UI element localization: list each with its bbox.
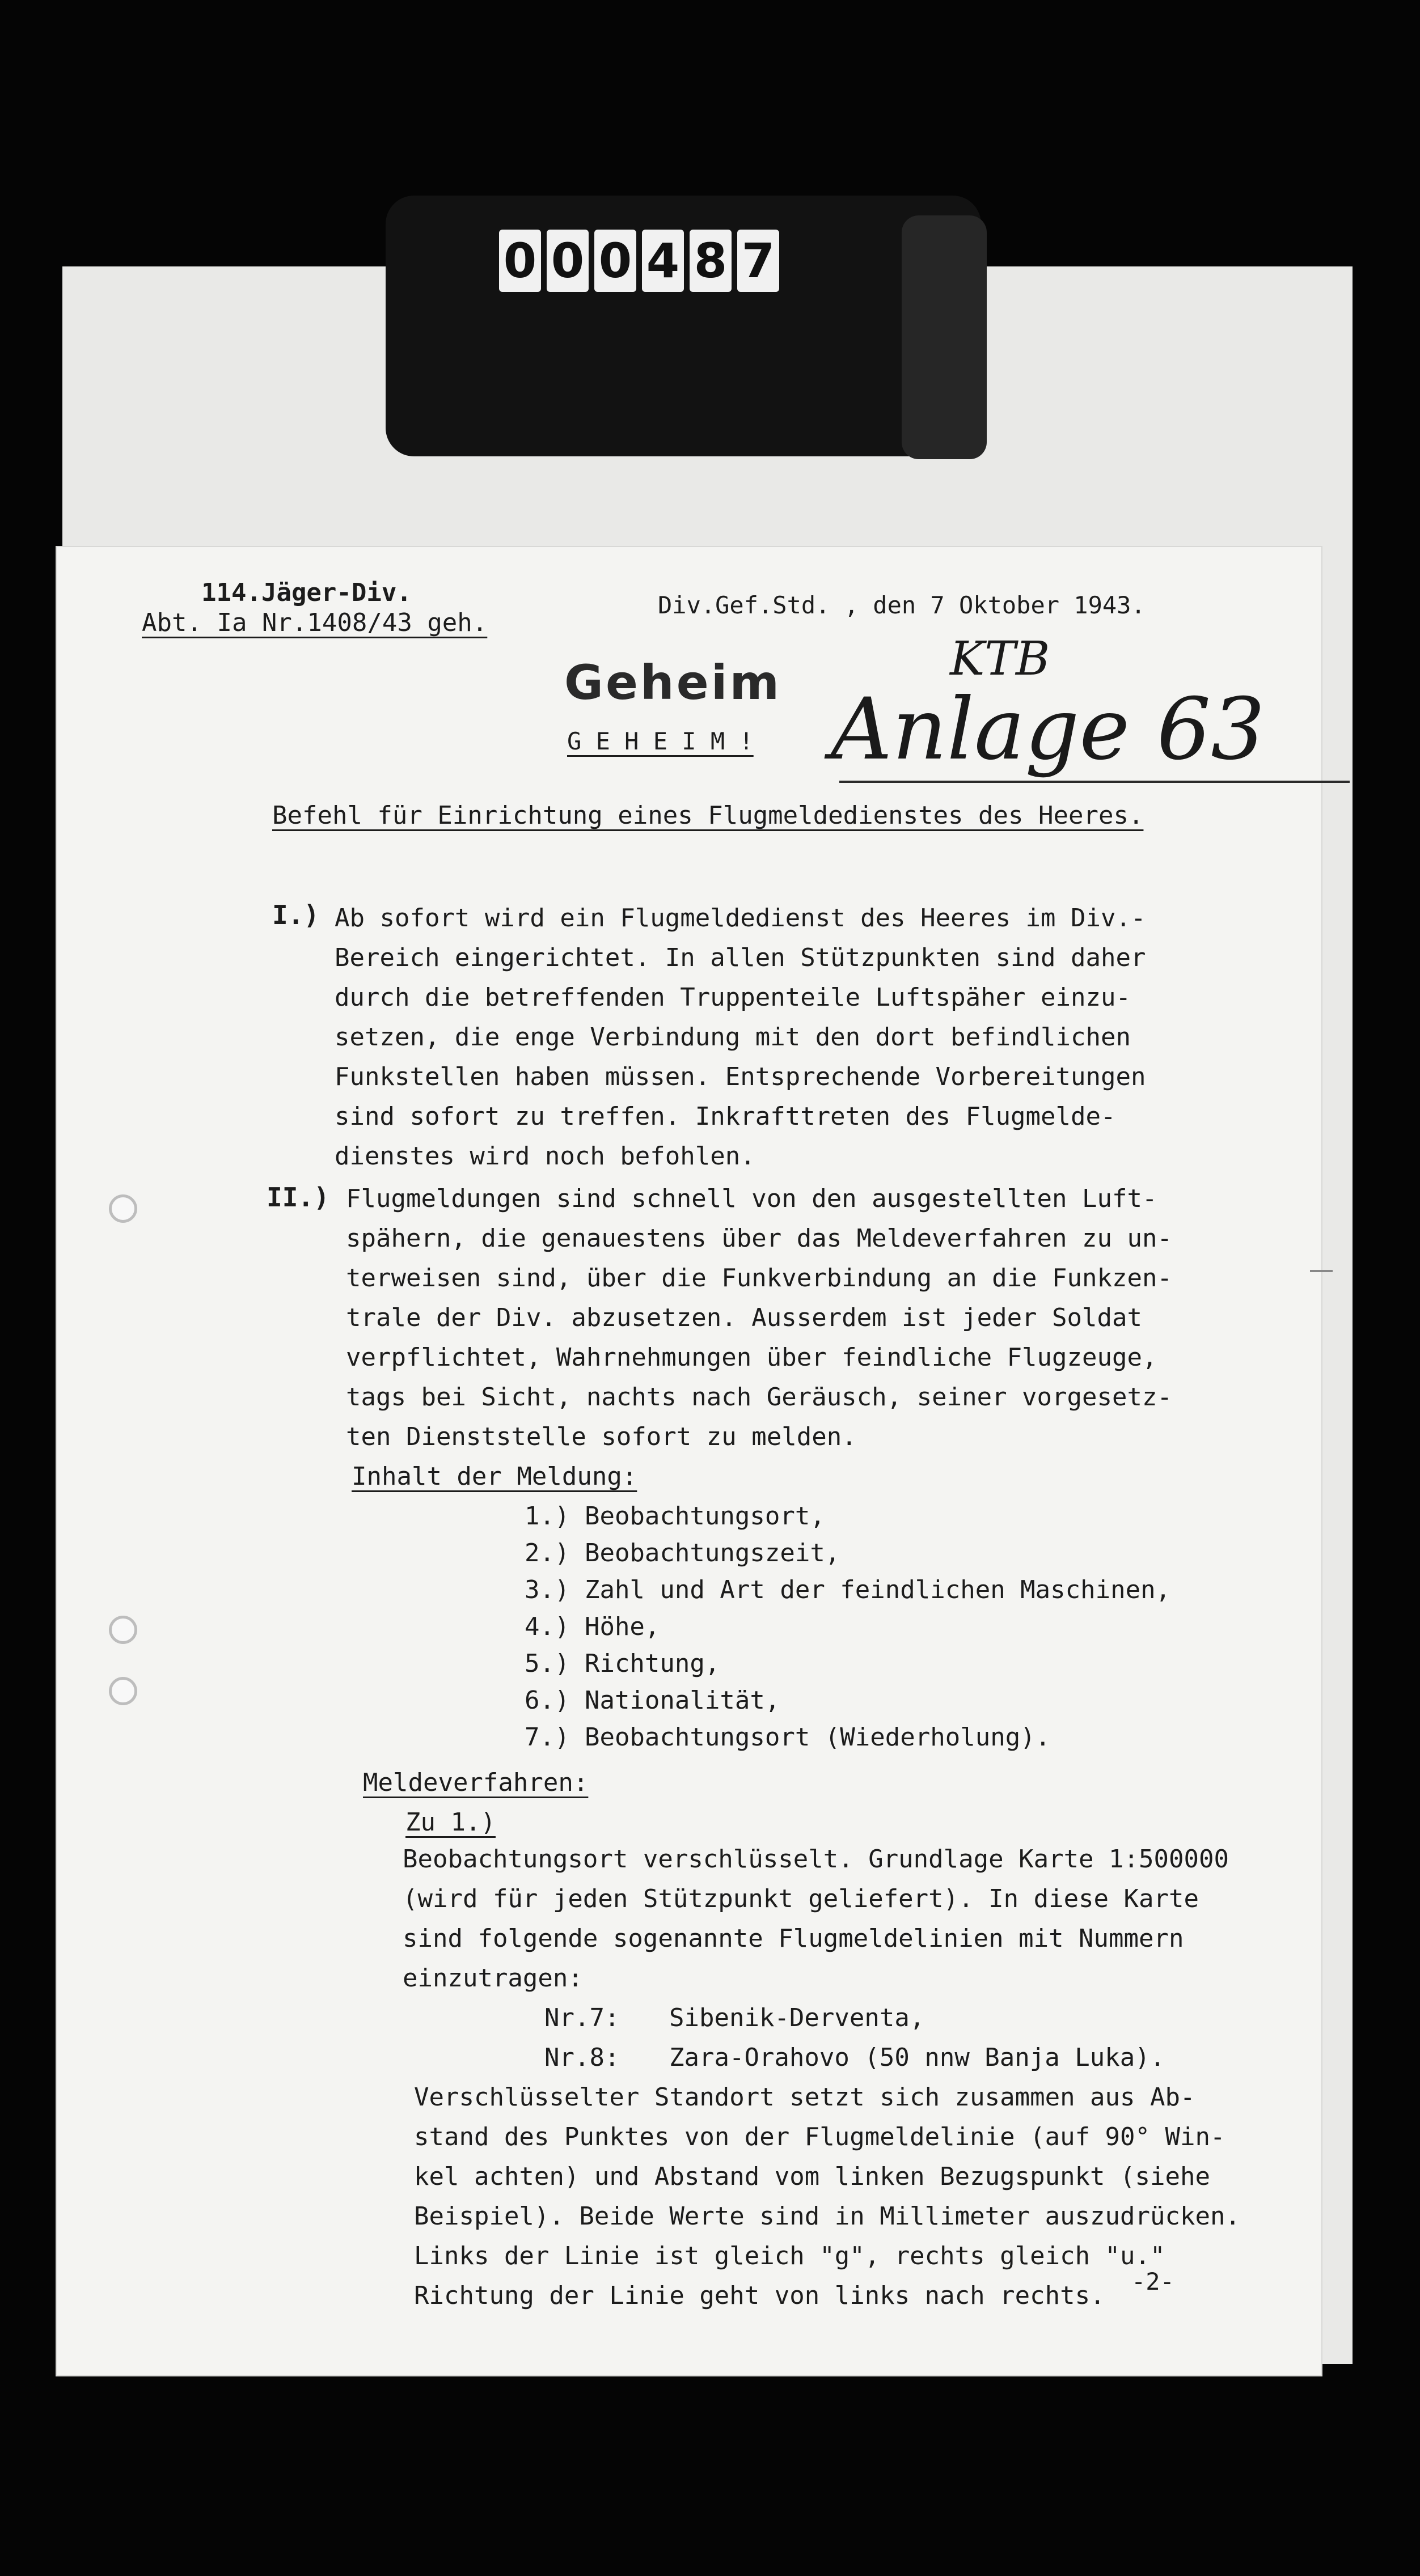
counter-digit: 0 [547,230,589,292]
content-item: 6.) Nationalität, [525,1686,780,1715]
content-item: 4.) Höhe, [525,1612,660,1641]
flight-line-number: Nr.8: [544,2043,620,2072]
section-1-line: Funkstellen haben müssen. Entsprechende Vorbereitungen [335,1062,1146,1091]
procedure-line: sind folgende sogenannte Flugmeldelinien mit Nummern [403,1924,1184,1953]
procedure-line: einzutragen: [403,1964,583,1993]
section-1-line: Bereich eingerichtet. In allen Stützpunkten sind daher [335,943,1146,972]
archive-counter [499,230,779,292]
procedure-line: (wird für jeden Stützpunkt geliefert). In diese Karte [403,1884,1199,1913]
section-2-line: tags bei Sicht, nachts nach Geräusch, seiner vorgesetz- [346,1383,1172,1412]
content-item: 2.) Beobachtungszeit, [525,1539,840,1567]
counter-digit: 4 [642,230,684,292]
procedure-line: stand des Punktes von der Flugmeldelinie (auf 90° Win- [414,2122,1225,2151]
procedure-line: Beobachtungsort verschlüsselt. Grundlage Karte 1:500000 [403,1845,1229,1874]
flight-line-number: Nr.7: [544,2003,620,2032]
anlage-annotation: Anlage 63 [831,680,1265,779]
reference-number: Abt. Ia Nr.1408/43 geh. [142,608,488,637]
punch-hole [109,1616,137,1644]
counter-knob [902,215,987,459]
counter-digit: 0 [594,230,636,292]
section-2-line: trale der Div. abzusetzen. Ausserdem ist jeder Soldat [346,1303,1142,1332]
edge-mark [1310,1270,1333,1272]
content-item: 5.) Richtung, [525,1649,720,1678]
content-item: 3.) Zahl und Art der feindlichen Maschinen, [525,1575,1171,1604]
place-date: Div.Gef.Std. , den 7 Oktober 1943. [658,591,1146,619]
section-2-marker: II.) [267,1182,329,1213]
section-1-line: setzen, die enge Verbindung mit den dort befindlichen [335,1023,1131,1052]
flight-line-route: Sibenik-Derventa, [669,2003,925,2032]
section-1-line: Ab sofort wird ein Flugmeldedienst des Heeres im Div.- [335,904,1146,933]
order-title: Befehl für Einrichtung eines Flugmeldedienstes des Heeres. [272,801,1144,830]
counter-digit: 0 [499,230,541,292]
annotation-underline [839,781,1350,783]
section-2-line: Flugmeldungen sind schnell von den ausgestellten Luft- [346,1184,1157,1213]
document-page [57,547,1321,2375]
section-2-line: spähern, die genauestens über das Meldeverfahren zu un- [346,1224,1172,1253]
section-1-line: durch die betreffenden Truppenteile Luftspäher einzu- [335,983,1131,1012]
procedure-line: Beispiel). Beide Werte sind in Millimeter auszudrücken. [414,2202,1240,2231]
content-item: 7.) Beobachtungsort (Wiederholung). [525,1723,1051,1752]
punch-hole [109,1677,137,1705]
procedure-subheading: Zu 1.) [405,1808,496,1837]
section-1-marker: I.) [272,900,320,930]
procedure-line: Links der Linie ist gleich "g", rechts gleich "u." [414,2242,1165,2270]
geheim-stamp: Geheim [564,655,782,710]
procedure-line: kel achten) und Abstand vom linken Bezugspunkt (siehe [414,2162,1210,2191]
procedure-heading: Meldeverfahren: [363,1768,589,1797]
section-2-line: terweisen sind, über die Funkverbindung an die Funkzen- [346,1264,1172,1293]
counter-digit: 8 [690,230,732,292]
procedure-line: Richtung der Linie geht von links nach rechts. [414,2281,1105,2310]
content-item: 1.) Beobachtungsort, [525,1502,825,1531]
ktb-annotation: KTB [950,632,1050,686]
geheim-typed: G E H E I M ! [567,727,754,755]
section-1-line: sind sofort zu treffen. Inkrafttreten des Flugmelde- [335,1102,1116,1131]
content-heading: Inhalt der Meldung: [352,1462,637,1491]
flight-line-route: Zara-Orahovo (50 nnw Banja Luka). [669,2043,1165,2072]
section-2-line: verpflichtet, Wahrnehmungen über feindliche Flugzeuge, [346,1343,1157,1372]
counter-digit: 7 [737,230,779,292]
section-2-line: ten Dienststelle sofort zu melden. [346,1422,857,1451]
procedure-line: Verschlüsselter Standort setzt sich zusammen aus Ab- [414,2083,1195,2112]
section-1-line: dienstes wird noch befohlen. [335,1142,755,1171]
page-number: -2- [1131,2268,1174,2295]
punch-hole [109,1194,137,1223]
unit-name: 114.Jäger-Div. [201,578,412,607]
